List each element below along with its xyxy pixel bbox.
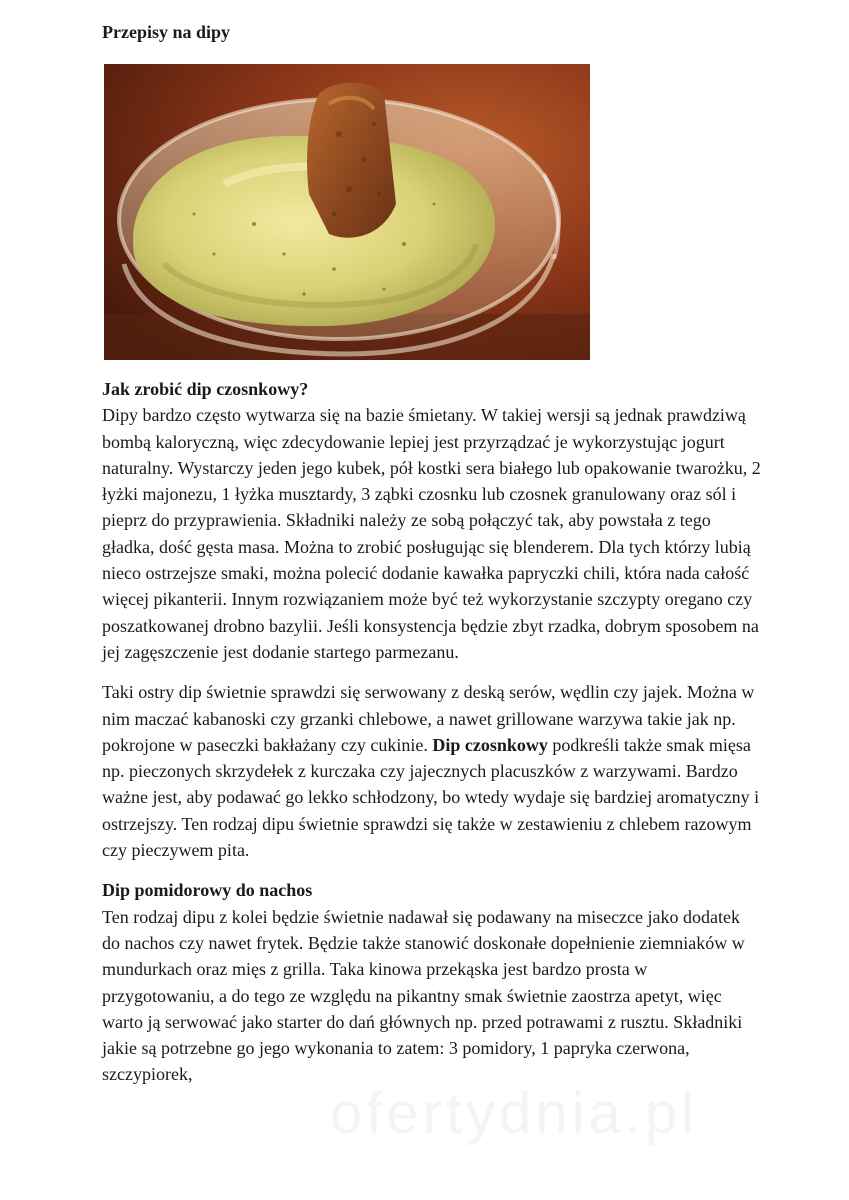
section-paragraph bbox=[102, 679, 762, 863]
section-heading-garlic-dip: Jak zrobić dip czosnkowy? bbox=[102, 379, 309, 399]
page-title: Przepisy na dipy bbox=[102, 22, 231, 42]
article-body bbox=[102, 376, 762, 1088]
dip-photo bbox=[104, 64, 590, 360]
paragraph-bold-text: Dip czosnkowy bbox=[432, 734, 548, 755]
paragraph-text: podkreśli także smak mięsa np. pieczonych skrzydełek z kurczaka czy jajecznych placuszków z warzywami. Bardzo ważne jest, aby podawać go lekko schłodzony, bo wtedy wydaje się bardziej aromatyczny i ostrzejszy. Ten rodzaj dipu świetnie sprawdzi się także w zestawieniu z chlebem razowym czy pieczywem pita. bbox=[102, 734, 760, 861]
watermark: ofertydnia.pl bbox=[330, 1081, 698, 1146]
section-paragraph: Dipy bardzo często wytwarza się na bazie śmietany. W takiej wersji są jednak prawdziwą bombą kaloryczną, więc zdecydowanie lepiej jest przyrządzać je wykorzystując jogurt naturalny. Wystarczy jeden jego kubek, pół kostki sera białego lub opakowanie twarożku, 2 łyżki majonezu, 1 łyżka musztardy, 3 ząbki czosnku lub czosnek granulowany oraz sól i pieprz do przyprawienia. Składniki należy ze sobą połączyć tak, aby powstała z tego gładka, dość gęsta masa. Można to zrobić posługując się blenderem. Dla tych którzy lubią nieco ostrzejsze smaki, można polecić dodanie kawałka papryczki chili, która nada całość więcej pikanterii. Innym rozwiązaniem może być też wykorzystanie szczypty oregano czy poszatkowanej drobno bazylii. Jeśli konsystencja będzie zbyt rzadka, dobrym sposobem na jej zagęszczenie jest dodanie startego parmezanu. bbox=[102, 405, 761, 662]
paragraph-text: Taki ostry dip świetnie sprawdzi się serwowany z deską serów, wędlin czy jajek. Można w nim maczać kabanoski czy grzanki chlebowe, a nawet grillowane warzywa takie jak np. pokrojone w paseczki bakłażany czy cukinie. bbox=[102, 682, 755, 755]
section-paragraph: Ten rodzaj dipu z kolei będzie świetnie nadawał się podawany na miseczce jako dodatek do nachos czy nawet frytek. Będzie także stanowić doskonałe dopełnienie ziemniaków w mundurkach oraz mięs z grilla. Taka kinowa przekąska jest bardzo prosta w przygotowaniu, a do tego ze względu na pikantny smak świetnie zaostrza apetyt, więc warto ją serwować jako starter do dań głównych np. przed potrawami z rusztu. Składniki jakie są potrzebne go jego wykonania to zatem: 3 pomidory, 1 papryka czerwona, szczypiorek, bbox=[102, 906, 745, 1085]
section-heading-tomato-dip: Dip pomidorowy do nachos bbox=[102, 880, 313, 901]
dip-bowl-photo-icon bbox=[104, 64, 590, 360]
